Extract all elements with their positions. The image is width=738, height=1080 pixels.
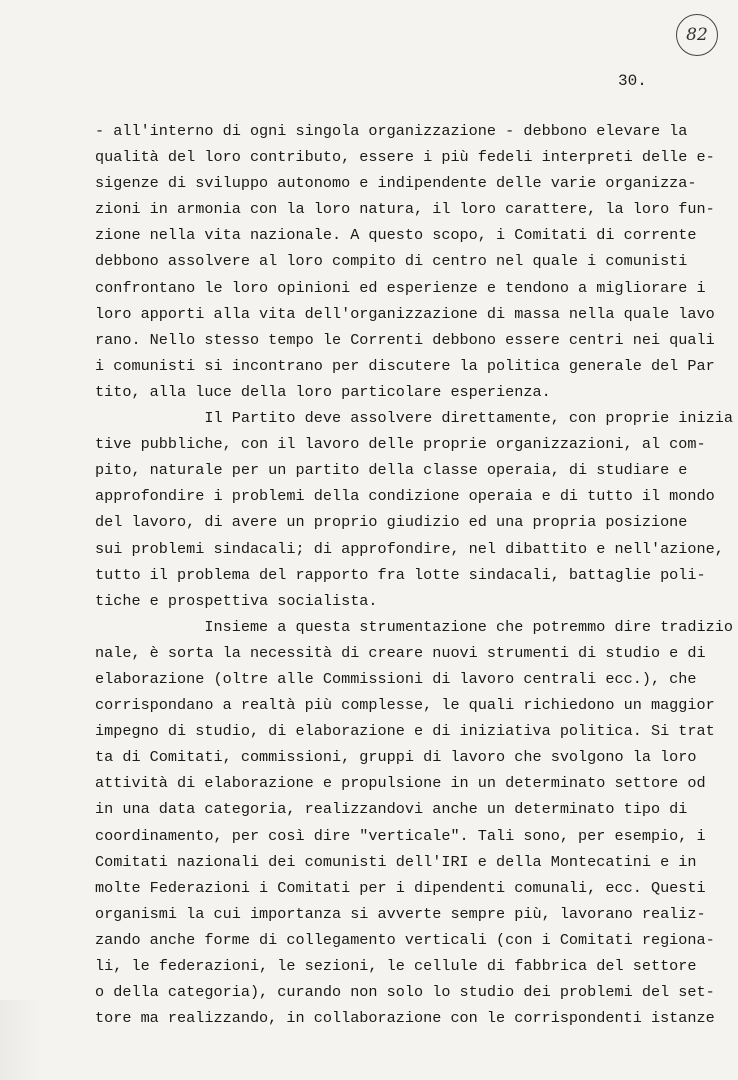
body-text [95, 118, 733, 1031]
text-line: loro apporti alla vita dell'organizzazione di massa nella quale lavo [95, 304, 715, 323]
text-line: coordinamento, per così dire "verticale". Tali sono, per esempio, i [95, 826, 706, 845]
text-line: zando anche forme di collegamento verticali (con i Comitati regiona- [95, 930, 715, 949]
text-line: attività di elaborazione e propulsione in un determinato settore od [95, 774, 706, 793]
archive-number-stamp [676, 14, 718, 56]
text-line: in una data categoria, realizzandovi anche un determinato tipo di [95, 800, 688, 819]
text-line: rano. Nello stesso tempo le Correnti debbono essere centri nei quali [95, 330, 715, 349]
text-line: tutto il problema del rapporto fra lotte sindacali, battaglie poli- [95, 565, 706, 584]
text-line: zioni in armonia con la loro natura, il loro carattere, la loro fun- [95, 200, 715, 219]
text-line: li, le federazioni, le sezioni, le cellule di fabbrica del settore [95, 957, 697, 975]
text-line: tive pubbliche, con il lavoro delle proprie organizzazioni, al com- [95, 435, 706, 454]
page-number: 30. [618, 72, 647, 90]
text-line: Insieme a questa strumentazione che potremmo dire tradizio [95, 617, 733, 636]
text-line: molte Federazioni i Comitati per i dipendenti comunali, ecc. Questi [95, 878, 706, 897]
paper-edge-shadow [0, 1000, 40, 1080]
text-line: tiche e prospettiva socialista. [95, 591, 378, 610]
archive-number: 82 [686, 25, 708, 45]
text-line: organismi la cui importanza si avverte sempre più, lavorano realiz- [95, 904, 706, 923]
text-line: tore ma realizzando, in collaborazione con le corrispondenti istanze [95, 1009, 715, 1028]
text-line: del lavoro, di avere un proprio giudizio ed una propria posizione [95, 513, 688, 532]
text-line: qualità del loro contributo, essere i più fedeli interpreti delle e- [95, 148, 715, 167]
text-line: approfondire i problemi della condizione operaia e di tutto il mondo [95, 487, 715, 506]
text-line: debbono assolvere al loro compito di centro nel quale i comunisti [95, 252, 688, 271]
text-line: sigenze di sviluppo autonomo e indipendente delle varie organizza- [95, 174, 697, 193]
text-line: sui problemi sindacali; di approfondire, nel dibattito e nell'azione, [95, 539, 724, 558]
text-line: pito, naturale per un partito della classe operaia, di studiare e [95, 461, 688, 480]
text-line: confrontano le loro opinioni ed esperienze e tendono a migliorare i [95, 278, 706, 297]
text-line: tito, alla luce della loro particolare esperienza. [95, 382, 551, 401]
text-line: i comunisti si incontrano per discutere la politica generale del Par [95, 356, 715, 375]
text-line: Il Partito deve assolvere direttamente, con proprie inizia [95, 409, 733, 428]
text-line: elaborazione (oltre alle Commissioni di lavoro centrali ecc.), che [95, 669, 697, 688]
text-line: impegno di studio, di elaborazione e di iniziativa politica. Si trat [95, 722, 715, 741]
text-line: zione nella vita nazionale. A questo scopo, i Comitati di corrente [95, 226, 697, 245]
text-line: ta di Comitati, commissioni, gruppi di lavoro che svolgono la loro [95, 748, 697, 767]
text-line: nale, è sorta la necessità di creare nuovi strumenti di studio e di [95, 643, 706, 662]
text-line: o della categoria), curando non solo lo studio dei problemi del set- [95, 983, 715, 1002]
text-line: corrispondano a realtà più complesse, le quali richiedono un maggior [95, 696, 715, 715]
text-line: - all'interno di ogni singola organizzazione - debbono elevare la [95, 122, 688, 140]
text-line: Comitati nazionali dei comunisti dell'IRI e della Montecatini e in [95, 852, 697, 871]
